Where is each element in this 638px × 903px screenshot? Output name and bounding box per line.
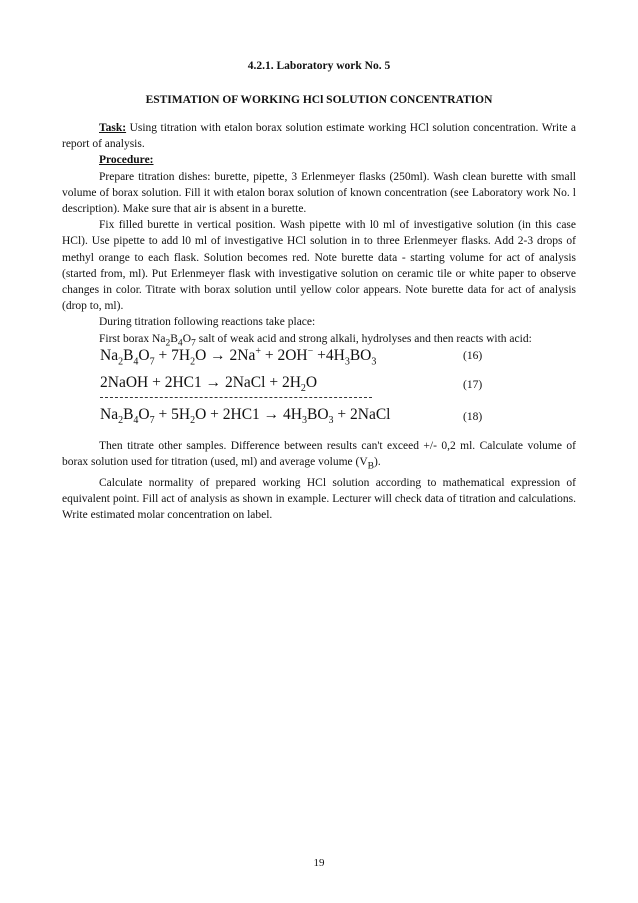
paragraph-5: Calculate normality of prepared working HCl solution according to mathematical expression of equivalent point. Fill act of analysis as shown in example. Lecturer will check data of titration and calculations. Write estimated molar concentration on label.: [62, 476, 576, 522]
equation-number-17: (17): [463, 379, 483, 391]
equation-number-16: (16): [463, 350, 483, 362]
task-label: Task:: [99, 122, 127, 134]
equation-divider: [100, 397, 372, 398]
task-paragraph: [62, 120, 576, 152]
section-number: 4.2.1. Laboratory work No. 5: [247, 60, 391, 72]
paragraph-1: Prepare titration dishes: burette, pipette, 3 Erlenmeyer flasks (250ml). Wash clean burette with small volume of borax solution. Fill it with etalon borax solution of known concentration (see Laboratory work No. l description). Make sure that air is absent in a burette.: [62, 170, 576, 216]
equation-16: $Na_2B_4O_7 + 7H_2O \to 2Na^+ + 2OH^- +4H_3BO_3$: [100, 346, 377, 368]
borax-formula: $Na_2B_4O_7$: [152, 332, 196, 348]
paragraph-3: During titration following reactions take place:: [99, 316, 316, 329]
equation-number-18: (18): [463, 411, 483, 423]
vb-subscript: B: [367, 460, 375, 472]
document-body: [62, 120, 576, 351]
equations-block: [100, 346, 520, 436]
procedure-heading: [62, 152, 576, 168]
paragraph-4: [62, 438, 576, 475]
page-number: 19: [313, 857, 325, 869]
borax-suffix: salt of weak acid and strong alkali, hydrolyses and then reacts with acid:: [195, 332, 532, 345]
borax-prefix: First borax: [99, 332, 153, 345]
task-text: Using titration with etalon borax solution estimate working HCl solution concentration. Write a report of analysis.: [62, 122, 576, 151]
vb-close: ).: [374, 456, 381, 469]
equation-17: 2NaOH + 2HC1 → 2NaCl + $2H_2O$: [100, 374, 318, 395]
paragraph-2: Fix filled burette in vertical position. Wash pipette with l0 ml of investigative solution (in this case HCl). Use pipette to add l0 ml of investigative HCl solution in to three Erlenmeyer flasks. Add 2-3 drops of methyl orange to each flask. Solution becomes red. Note burette data - starting volume for act of analysis (started from, ml). Put Erlenmeyer flask with investigative solution on ceramic tile or white paper to observe changes in color. Titrate with borax solution until yellow color appears. Note burette data for act of analysis (drop to, ml).: [62, 219, 576, 313]
page-title: ESTIMATION OF WORKING HCl SOLUTION CONCENTRATION: [145, 94, 493, 106]
closing-text: [62, 438, 576, 523]
equation-18: $Na_2B_4O_7 + 5H_2O + 2HC1 \to 4H_3BO_3$ + 2NaCl: [100, 406, 391, 427]
procedure-label: Procedure:: [99, 154, 154, 167]
paragraph-4-text: Then titrate other samples. Difference between results can't exceed +/- 0,2 ml. Calculate volume of borax solution used for titration (used, ml) and average volume (V: [62, 440, 576, 469]
